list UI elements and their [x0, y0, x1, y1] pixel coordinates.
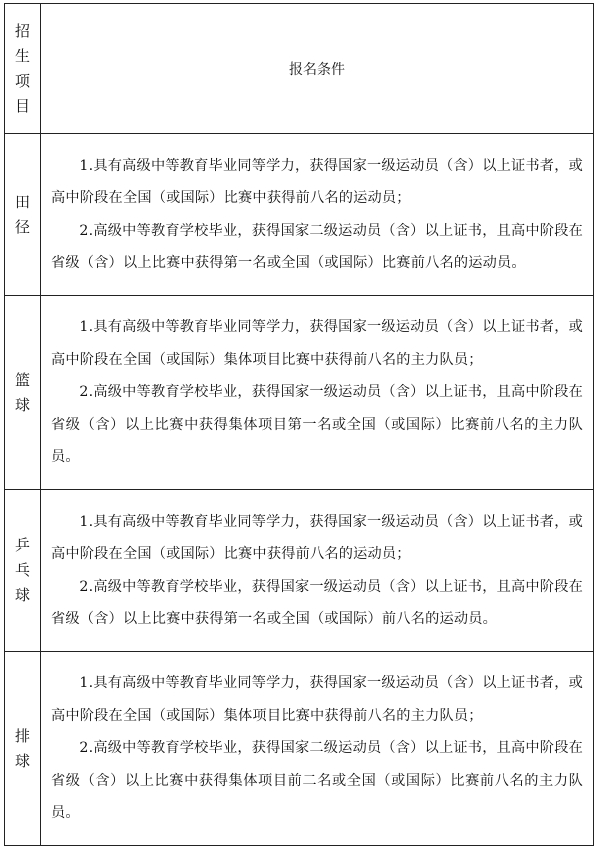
header-char: 目	[14, 96, 30, 115]
condition-item: 2.高级中等教育学校毕业，获得国家一级运动员（含）以上证书，且高中阶段在省级（含）以上比赛中获得集体项目第一名或全国（或国际）比赛前八名的主力队员。	[51, 384, 583, 466]
sport-char: 乓	[14, 561, 30, 579]
sport-char: 篮	[14, 370, 30, 389]
table-header-row	[5, 4, 594, 134]
condition-item: 1.具有高级中等教育毕业同等学力，获得国家一级运动员（含）以上证书者，或高中阶段在全国（或国际）集体项目比赛中获得前八名的主力队员；	[51, 319, 583, 368]
header-char: 招	[14, 21, 30, 40]
conditions-table-tennis	[41, 490, 594, 652]
condition-item: 1.具有高级中等教育毕业同等学力，获得国家一级运动员（含）以上证书者，或高中阶段在全国（或国际）集体项目比赛中获得前八名的主力队员；	[51, 675, 583, 724]
sport-char: 田	[14, 192, 30, 211]
sport-char: 排	[14, 726, 30, 745]
condition-item: 2.高级中等教育学校毕业，获得国家二级运动员（含）以上证书，且高中阶段在省级（含）以上比赛中获得集体项目前二名或全国（或国际）比赛前八名的主力队员。	[51, 740, 583, 822]
sport-char: 球	[14, 586, 30, 604]
sport-name-basketball	[5, 296, 41, 490]
conditions-athletics	[41, 134, 594, 296]
table-row	[5, 296, 594, 490]
table-row	[5, 652, 594, 846]
header-conditions: 报名条件	[41, 4, 594, 134]
sport-name-table-tennis	[5, 490, 41, 652]
condition-item: 2.高级中等教育学校毕业，获得国家一级运动员（含）以上证书，且高中阶段在省级（含）以上比赛中获得第一名或全国（或国际）前八名的运动员。	[51, 578, 583, 627]
sport-char: 乒	[14, 536, 30, 554]
header-char: 生	[14, 46, 30, 65]
sport-char: 径	[14, 217, 30, 236]
table-row	[5, 490, 594, 652]
sport-char: 球	[14, 751, 30, 770]
table-row	[5, 134, 594, 296]
condition-item: 1.具有高级中等教育毕业同等学力，获得国家一级运动员（含）以上证书者，或高中阶段在全国（或国际）比赛中获得前八名的运动员；	[51, 513, 583, 562]
header-sport-category	[5, 4, 41, 134]
conditions-basketball	[41, 296, 594, 490]
header-char: 项	[14, 71, 30, 90]
condition-item: 2.高级中等教育学校毕业，获得国家二级运动员（含）以上证书，且高中阶段在省级（含）以上比赛中获得第一名或全国（或国际）比赛前八名的运动员。	[51, 222, 583, 271]
sport-name-volleyball	[5, 652, 41, 846]
conditions-volleyball	[41, 652, 594, 846]
admission-requirements-table	[4, 3, 594, 846]
sport-name-athletics	[5, 134, 41, 296]
condition-item: 1.具有高级中等教育毕业同等学力，获得国家一级运动员（含）以上证书者，或高中阶段在全国（或国际）比赛中获得前八名的运动员；	[51, 157, 583, 206]
sport-char: 球	[14, 395, 30, 414]
